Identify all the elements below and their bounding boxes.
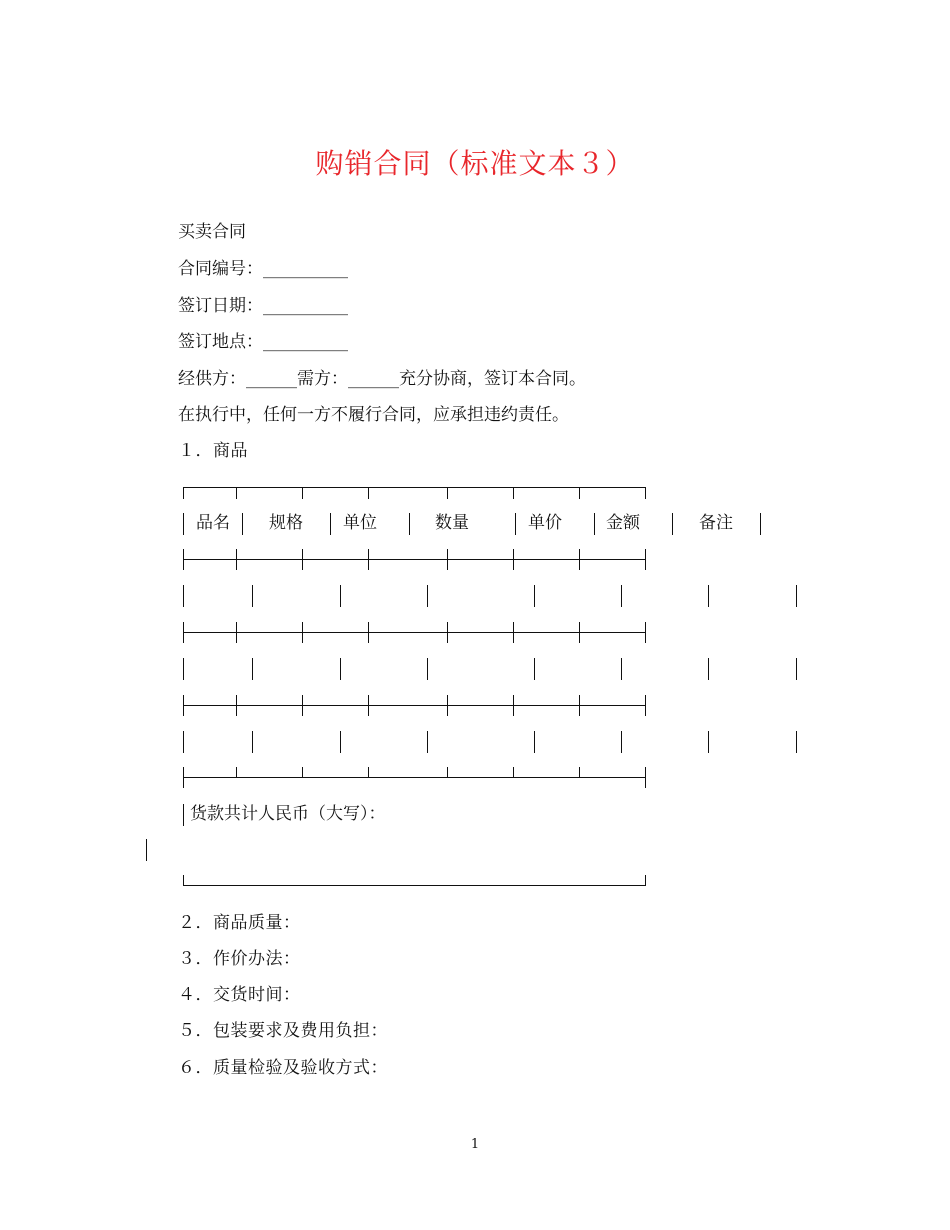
table-bar bbox=[796, 585, 797, 607]
sign-place-line: 签订地点：__________ bbox=[178, 332, 348, 352]
page-number: 1 bbox=[470, 1137, 480, 1152]
table-bar bbox=[427, 731, 428, 753]
table-bar bbox=[621, 585, 622, 607]
section-quality: ２．商品质量： bbox=[178, 913, 301, 933]
table-bar bbox=[183, 658, 184, 680]
table-bar bbox=[796, 658, 797, 680]
section-pricing: ３．作价办法： bbox=[178, 949, 301, 969]
table-tick bbox=[645, 487, 646, 499]
table-tick bbox=[183, 695, 184, 716]
table-tick bbox=[368, 549, 369, 570]
liability-line: 在执行中，任何一方不履行合同，应承担违约责任。 bbox=[178, 405, 569, 425]
sign-date-line: 签订日期：__________ bbox=[178, 296, 348, 316]
table-bar bbox=[534, 658, 535, 680]
table-bar bbox=[427, 658, 428, 680]
table-bar bbox=[183, 804, 184, 826]
table-bar bbox=[252, 731, 253, 753]
table-tick bbox=[447, 767, 448, 778]
table-tick bbox=[447, 622, 448, 643]
table-tick bbox=[645, 622, 646, 643]
table-bar bbox=[183, 731, 184, 753]
table-top-border bbox=[183, 487, 645, 488]
table-tick bbox=[645, 695, 646, 716]
table-bar bbox=[242, 513, 243, 535]
table-tick bbox=[368, 695, 369, 716]
table-tick bbox=[368, 487, 369, 499]
table-bar bbox=[594, 513, 595, 535]
table-bar bbox=[708, 731, 709, 753]
table-row-separator bbox=[183, 559, 645, 560]
table-bar bbox=[340, 585, 341, 607]
table-tick bbox=[579, 487, 580, 499]
table-bar bbox=[708, 658, 709, 680]
table-tick bbox=[368, 767, 369, 778]
table-tick bbox=[513, 622, 514, 643]
table-tick bbox=[513, 487, 514, 499]
table-bar bbox=[534, 731, 535, 753]
table-tick bbox=[447, 695, 448, 716]
table-bar bbox=[330, 513, 331, 535]
table-bar bbox=[340, 658, 341, 680]
table-bar bbox=[621, 658, 622, 680]
table-bar bbox=[340, 731, 341, 753]
table-bar bbox=[183, 513, 184, 535]
table-tick bbox=[302, 549, 303, 570]
table-bar bbox=[760, 513, 761, 535]
section-goods-heading: １．商品 bbox=[178, 441, 248, 461]
table-tick bbox=[513, 549, 514, 570]
table-bar bbox=[146, 839, 147, 861]
table-tick bbox=[302, 767, 303, 778]
table-tick bbox=[183, 622, 184, 643]
table-tick bbox=[236, 487, 237, 499]
table-tick bbox=[183, 487, 184, 499]
contract-type-line: 买卖合同 bbox=[178, 222, 246, 242]
table-tick bbox=[183, 875, 184, 886]
table-row-separator bbox=[183, 705, 645, 706]
table-tick bbox=[302, 487, 303, 499]
parties-line: 经供方：______需方：______充分协商，签订本合同。 bbox=[178, 369, 586, 389]
header-unit: 单位 bbox=[343, 513, 377, 533]
header-quantity: 数量 bbox=[435, 513, 469, 533]
table-tick bbox=[579, 549, 580, 570]
table-tick bbox=[579, 622, 580, 643]
table-tick bbox=[302, 695, 303, 716]
section-packaging: ５．包装要求及费用负担： bbox=[178, 1021, 388, 1041]
contract-number-line: 合同编号：__________ bbox=[178, 259, 348, 279]
table-bar bbox=[183, 585, 184, 607]
table-tick bbox=[236, 622, 237, 643]
table-tick bbox=[513, 767, 514, 778]
table-tick bbox=[236, 695, 237, 716]
table-tick bbox=[645, 767, 646, 788]
table-tick bbox=[447, 487, 448, 499]
table-bar bbox=[796, 731, 797, 753]
header-amount: 金额 bbox=[606, 513, 640, 533]
table-bar bbox=[252, 658, 253, 680]
table-bar bbox=[672, 513, 673, 535]
table-bar bbox=[515, 513, 516, 535]
table-row-separator bbox=[183, 777, 645, 778]
table-tick bbox=[579, 767, 580, 778]
table-tick bbox=[236, 549, 237, 570]
table-tick bbox=[579, 695, 580, 716]
table-tick bbox=[183, 767, 184, 788]
table-row-separator bbox=[183, 632, 645, 633]
document-title: 购销合同（标准文本３） bbox=[315, 147, 635, 180]
table-tick bbox=[302, 622, 303, 643]
table-tick bbox=[447, 549, 448, 570]
header-product-name: 品名 bbox=[196, 513, 230, 533]
section-inspection: ６．质量检验及验收方式： bbox=[178, 1058, 388, 1078]
table-bar bbox=[621, 731, 622, 753]
table-tick bbox=[236, 767, 237, 778]
table-tick bbox=[513, 695, 514, 716]
table-tick bbox=[645, 875, 646, 886]
table-bar bbox=[409, 513, 410, 535]
table-bar bbox=[427, 585, 428, 607]
table-tick bbox=[183, 549, 184, 570]
table-tick bbox=[645, 549, 646, 570]
header-remarks: 备注 bbox=[699, 513, 733, 533]
table-tick bbox=[368, 622, 369, 643]
section-delivery-time: ４．交货时间： bbox=[178, 985, 301, 1005]
table-bottom-border bbox=[183, 885, 645, 886]
header-spec: 规格 bbox=[269, 513, 303, 533]
total-amount-label: 货款共计人民币（大写）： bbox=[190, 804, 386, 824]
table-bar bbox=[534, 585, 535, 607]
header-unit-price: 单价 bbox=[528, 513, 562, 533]
table-bar bbox=[252, 585, 253, 607]
table-bar bbox=[708, 585, 709, 607]
